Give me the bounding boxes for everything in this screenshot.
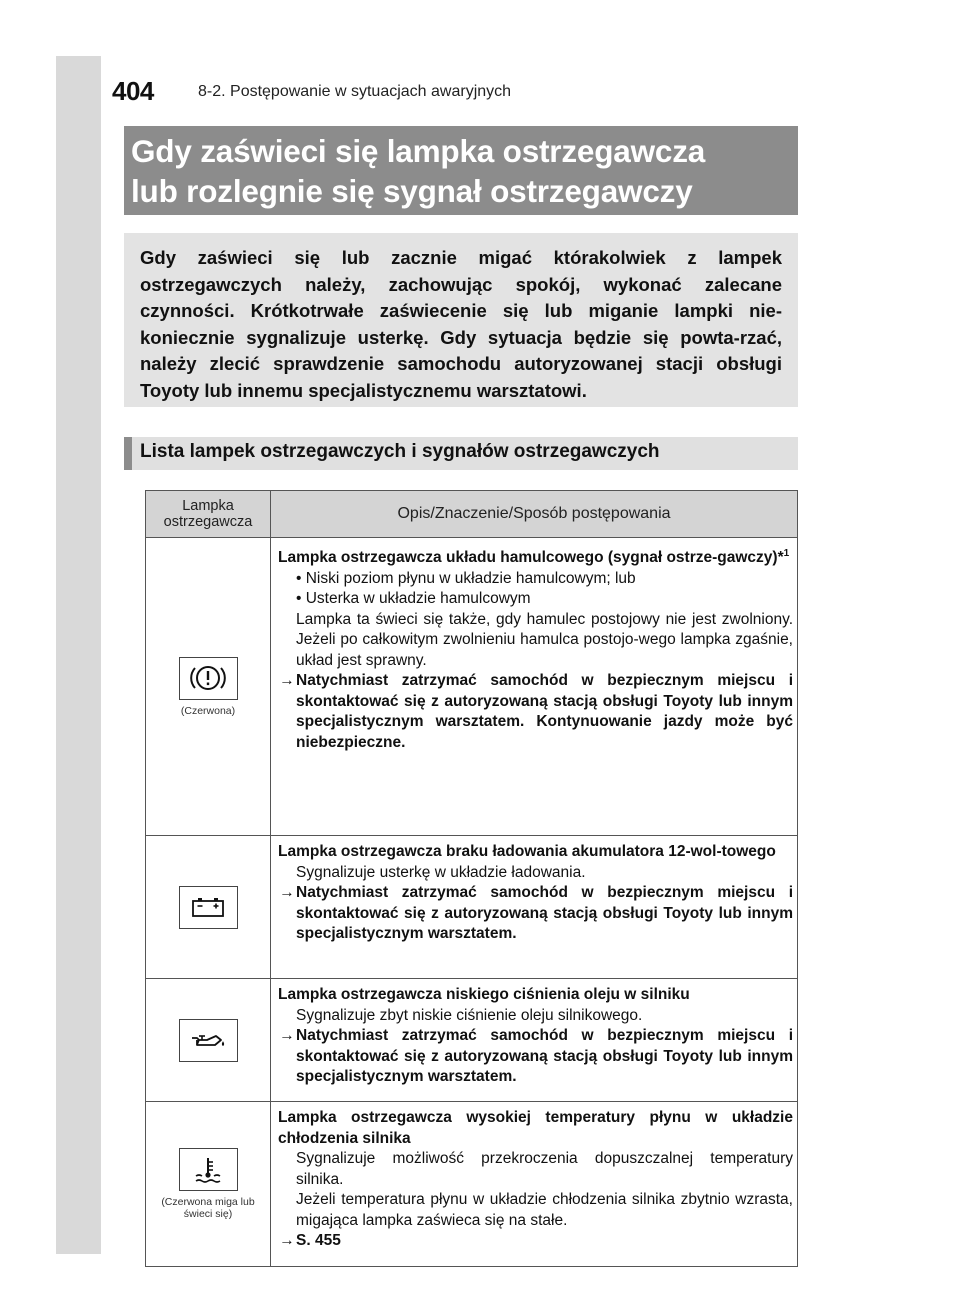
row-note: Lampka ta świeci się także, gdy hamulec postojowy nie jest zwolniony. Jeżeli po całkowitym zwolnieniu hamulca postojo-wego lampka zgaśnie, układ jest sprawny. <box>296 610 793 669</box>
table-header <box>145 490 798 538</box>
intro-text: Gdy zaświeci się lub zacznie migać którakolwiek z lampek ostrzegawczych należy, zachowując spokój, wykonać zalecane czynności. Krótkotrwałe zaświecenie się lub miganie lampki nie-koniecznie sygnalizuje usterkę. Gdy sytuacja będzie się powta-rzać, należy zlecić sprawdzenie samochodu autoryzowanej stacji obsługi Toyoty lub innemu specjalistycznemu warsztatowi. <box>140 247 782 401</box>
icon-cell <box>146 1102 271 1266</box>
icon-cell <box>146 979 271 1101</box>
footnote-mark: 1 <box>783 548 790 559</box>
side-tab <box>56 56 101 1254</box>
row-description: Sygnalizuje zbyt niskie ciśnienie oleju silnikowego. <box>296 1006 643 1024</box>
title-line-2: lub rozlegnie się sygnał ostrzegawczy <box>131 173 693 209</box>
coolant-temperature-icon <box>179 1148 238 1191</box>
row-title: Lampka ostrzegawcza niskiego ciśnienia oleju w silniku <box>278 986 690 1003</box>
description-cell <box>271 538 797 835</box>
row-description: Jeżeli temperatura płynu w układzie chłodzenia silnika zbytnio wzrasta, migająca lampka zaświeca się na stałe. <box>296 1191 793 1229</box>
icon-cell <box>146 538 271 835</box>
icon-color-label: (Czerwona) <box>180 704 236 717</box>
warning-lights-table <box>145 490 798 1267</box>
row-title: Lampka ostrzegawcza wysokiej temperatury płynu w układzie chłodzenia silnika <box>278 1109 793 1147</box>
arrow-icon: → <box>279 672 295 690</box>
title-line-1: Gdy zaświeci się lampka ostrzegawcza <box>131 133 706 169</box>
bullet-item: • Niski poziom płynu w układzie hamulcowym; lub <box>296 569 636 587</box>
row-title: Lampka ostrzegawcza braku ładowania akumulatora 12-wol-towego <box>278 843 776 860</box>
arrow-icon: → <box>279 1027 295 1044</box>
header-col-description: Opis/Znaczenie/Sposób postępowania <box>397 505 671 522</box>
section-heading <box>124 437 798 470</box>
table-row <box>145 836 798 979</box>
row-description: Sygnalizuje możliwość przekroczenia dopuszczalnej temperatury silnika. <box>296 1150 793 1188</box>
arrow-icon: → <box>279 1232 295 1249</box>
page-number: 404 <box>112 76 154 106</box>
battery-icon <box>179 886 238 929</box>
page-title <box>124 126 798 215</box>
row-description: Sygnalizuje usterkę w układzie ładowania. <box>296 863 586 881</box>
bullet-item: • Usterka w układzie hamulcowym <box>296 590 531 608</box>
row-action: →Natychmiast zatrzymać samochód w bezpiecznym miejscu i skontaktować się z autoryzowaną stacją obsługi Toyoty lub innym specjalistycznym warsztatem. <box>279 1027 793 1085</box>
row-action: →Natychmiast zatrzymać samochód w bezpiecznym miejscu i skontaktować się z autoryzowaną stacją obsługi Toyoty lub innym specjalistycznym warsztatem. <box>279 884 793 942</box>
header-col-light: Lampka ostrzegawcza <box>146 491 271 537</box>
intro-box <box>124 233 798 407</box>
oil-pressure-icon <box>179 1019 238 1062</box>
icon-color-label: (Czerwona miga lub świeci się) <box>161 1196 255 1220</box>
brake-warning-icon <box>179 657 238 700</box>
table-row <box>145 1102 798 1267</box>
description-cell <box>271 836 797 978</box>
icon-cell <box>146 836 271 978</box>
row-action: →S. 455 <box>278 1231 793 1252</box>
row-title: Lampka ostrzegawcza układu hamulcowego (sygnał ostrze-gawczy)*$^1$ <box>278 548 790 567</box>
description-cell <box>271 1102 797 1266</box>
description-cell <box>271 979 797 1101</box>
section-heading-text: Lista lampek ostrzegawczych i sygnałów ostrzegawczych <box>140 441 660 462</box>
table-row <box>145 538 798 836</box>
running-header: 8-2. Postępowanie w sytuacjach awaryjnych <box>198 83 512 100</box>
arrow-icon: → <box>279 884 295 901</box>
row-action: →Natychmiast zatrzymać samochód w bezpiecznym miejscu i skontaktować się z autoryzowaną stacją obsługi Toyoty lub innym specjalistycznym warsztatem. Kontynuowanie jazdy może być niebezpieczne. <box>279 672 793 751</box>
table-row <box>145 979 798 1102</box>
